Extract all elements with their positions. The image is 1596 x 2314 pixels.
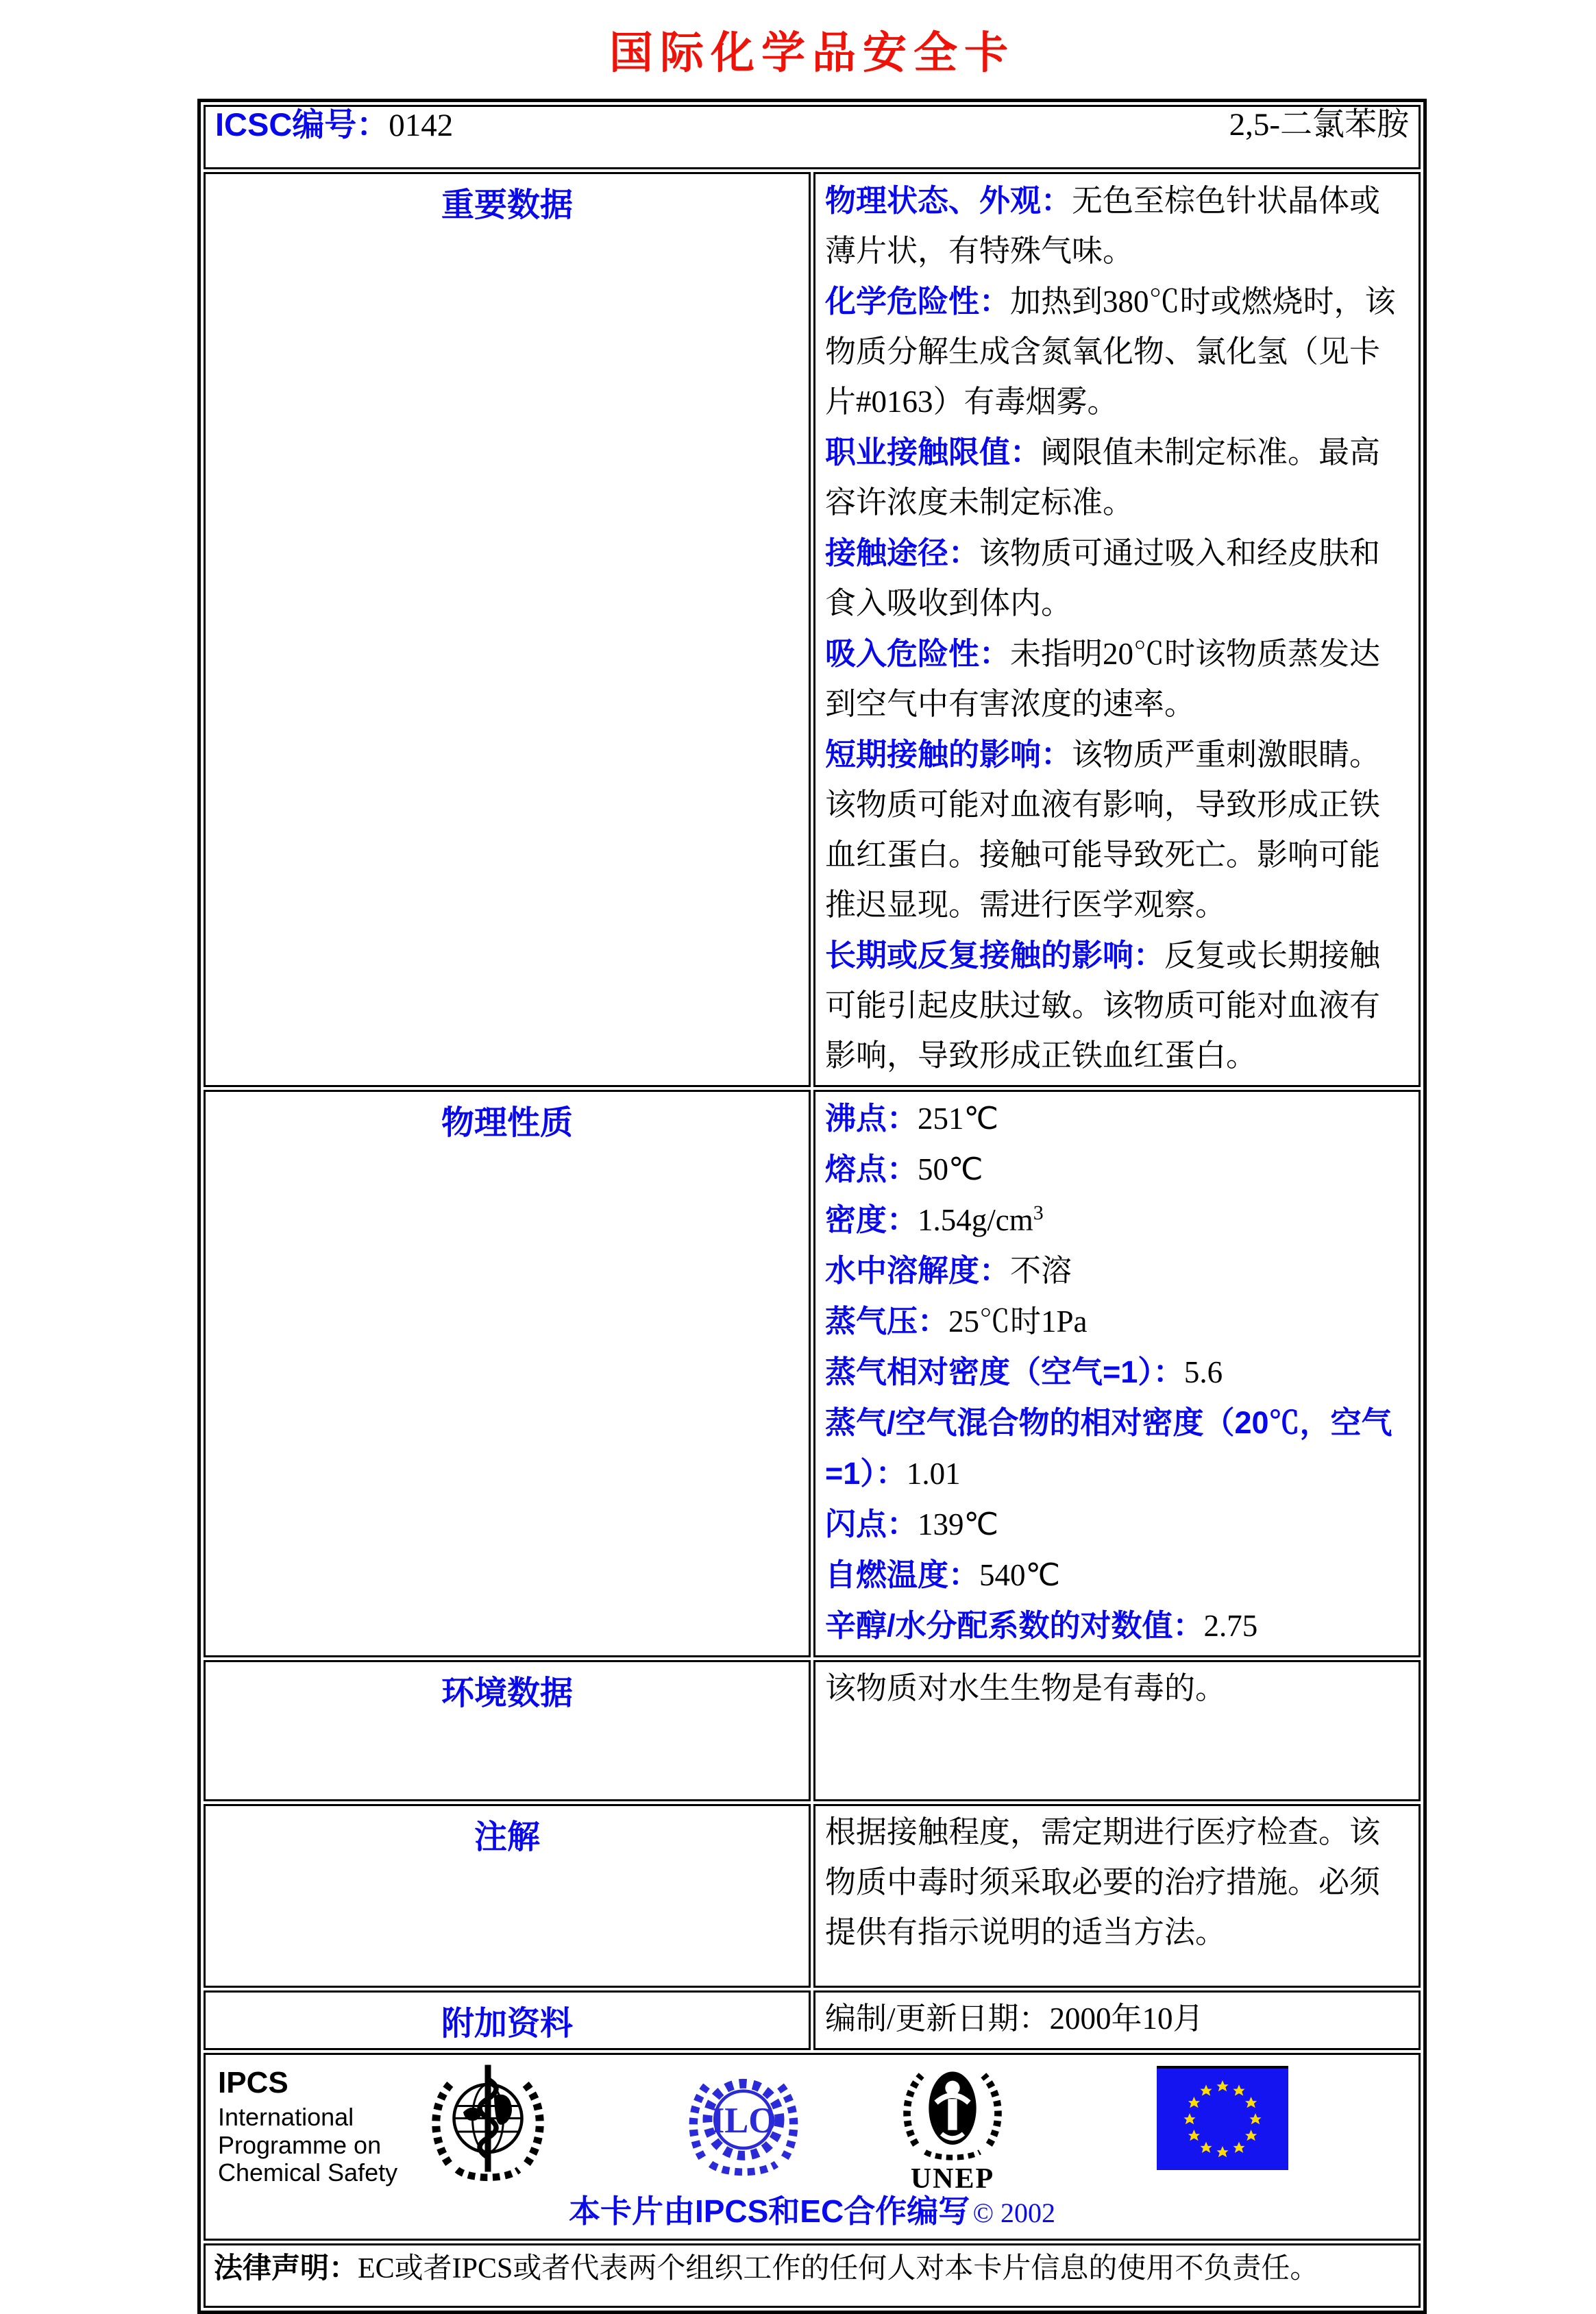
entry-water-solubility: 水中溶解度：不溶 [825, 1253, 1072, 1288]
entry-autoignition-temperature: 自燃温度：540℃ [825, 1557, 1061, 1592]
legal-notice: 法律声明：EC或者IPCS或者代表两个组织工作的任何人对本卡片信息的使用不负责任。 [214, 2252, 1319, 2285]
table-row-important-data [204, 172, 1421, 1087]
title-bar [197, 0, 1427, 81]
ipcs-line-3: Chemical Safety [218, 2158, 398, 2187]
ipcs-acronym: IPCS [218, 2066, 288, 2099]
table-row-environmental-data [204, 1660, 1421, 1801]
icsc-number-group [215, 107, 453, 144]
entry-vapor-pressure: 蒸气压：25℃时1Pa [825, 1304, 1088, 1339]
entry-notes: 根据接触程度，需定期进行医疗检查。该物质中毒时须采取必要的治疗措施。必须提供有指示说明的适当方法。 [825, 1815, 1381, 1949]
section-content-environmental-data [813, 1660, 1421, 1801]
credit-text: 本卡片由IPCS和EC合作编写 [568, 2193, 970, 2229]
icsc-number-value: 0142 [389, 108, 454, 143]
section-content-physical-properties [813, 1090, 1421, 1657]
entry-octanol-water-coefficient: 辛醇/水分配系数的对数值：2.75 [825, 1608, 1258, 1643]
svg-text:ILO: ILO [710, 2100, 777, 2141]
legal-cell [204, 2243, 1421, 2308]
entry-vapor-relative-density: 蒸气相对密度（空气=1）：5.6 [825, 1354, 1223, 1389]
section-content-important-data [813, 172, 1421, 1087]
chemical-name: 2,5-二氯苯胺 [1229, 107, 1409, 143]
who-icon [426, 2060, 550, 2198]
table-row-legal [204, 2243, 1421, 2308]
entry-long-term-effects: 长期或反复接触的影响：反复或长期接触可能引起皮肤过敏。该物质可能对血液有影响，导致形成正铁血红蛋白。 [825, 938, 1381, 1073]
section-label-notes: 注解 [204, 1804, 811, 1988]
copyright-text: © 2002 [972, 2197, 1056, 2228]
entry-inhalation-risk: 吸入危险性：未指明20℃时该物质蒸发达到空气中有害浓度的速率。 [825, 636, 1381, 721]
section-content-notes [813, 1804, 1421, 1988]
entry-short-term-effects: 短期接触的影响：该物质严重刺激眼睛。该物质可能对血液有影响，导致形成正铁血红蛋白。接触可能导致死亡。影响可能推迟显现。需进行医学观察。 [825, 737, 1381, 922]
logos-cell [204, 2053, 1421, 2241]
section-label-environmental-data: 环境数据 [204, 1660, 811, 1801]
header-cell [204, 105, 1421, 169]
table-row-logos [204, 2053, 1421, 2241]
section-label-important-data: 重要数据 [204, 172, 811, 1087]
eu-flag-icon [1157, 2066, 1288, 2170]
table-row-notes [204, 1804, 1421, 1988]
entry-chemical-danger: 化学危险性：加热到380℃时或燃烧时，该物质分解生成含氮氧化物、氯化氢（见卡片#0163）有毒烟雾。 [825, 284, 1396, 419]
ilo-icon [685, 2065, 802, 2184]
table-row-additional-info [204, 1990, 1421, 2050]
section-label-additional-info: 附加资料 [204, 1990, 811, 2050]
icsc-card-table [197, 99, 1427, 2314]
unep-caption: UNEP [910, 2163, 995, 2195]
entry-boiling-point: 沸点：251℃ [825, 1101, 999, 1136]
credit-line [206, 2187, 1419, 2232]
section-label-physical-properties: 物理性质 [204, 1090, 811, 1657]
table-row-header [204, 105, 1421, 169]
table-row-physical-properties [204, 1090, 1421, 1657]
section-content-additional-info [813, 1990, 1421, 2050]
entry-exposure-routes: 接触途径：该物质可通过吸入和经皮肤和食入吸收到体内。 [825, 535, 1381, 620]
page-title: 国际化学品安全卡 [609, 28, 1015, 77]
unep-icon [898, 2060, 1007, 2195]
entry-physical-state: 物理状态、外观：无色至棕色针状晶体或薄片状，有特殊气味。 [825, 183, 1381, 268]
entry-flash-point: 闪点：139℃ [825, 1507, 999, 1542]
ipcs-text-block [218, 2066, 397, 2187]
ipcs-line-2: Programme on [218, 2130, 382, 2159]
entry-melting-point: 熔点：50℃ [825, 1152, 983, 1186]
ipcs-line-1: International [218, 2103, 354, 2132]
entry-update-date: 编制/更新日期：2000年10月 [825, 2001, 1204, 2036]
entry-vapor-air-mixture-density: 蒸气/空气混合物的相对密度（20℃，空气=1）：1.01 [825, 1405, 1392, 1491]
icsc-number-label: ICSC编号： [215, 106, 389, 143]
entry-occupational-limits: 职业接触限值：阈限值未制定标准。最高容许浓度未制定标准。 [825, 435, 1381, 520]
entry-environmental: 该物质对水生生物是有毒的。 [825, 1671, 1227, 1705]
entry-density: 密度：$1.54g/cm^3$ [825, 1202, 1044, 1237]
